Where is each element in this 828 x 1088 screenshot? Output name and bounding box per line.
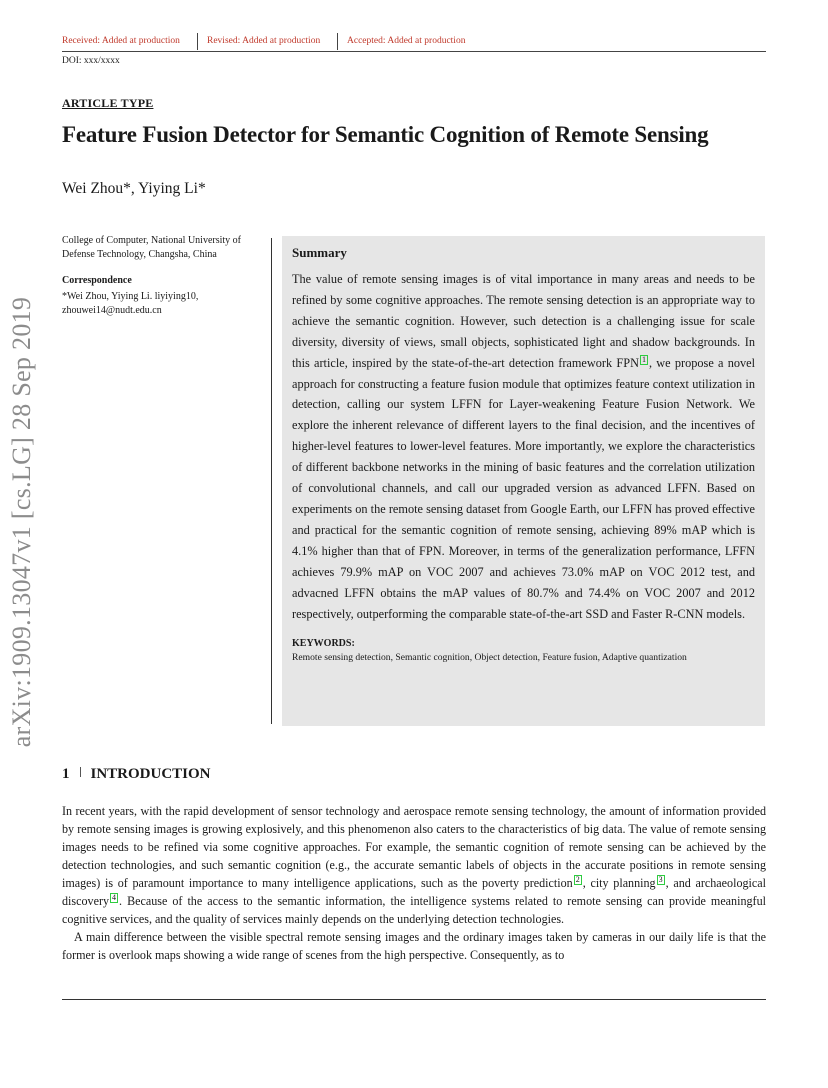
citation-link[interactable]: 1 <box>641 354 646 364</box>
header-bar <box>62 36 766 52</box>
article-type: ARTICLE TYPE <box>62 96 154 110</box>
paragraph <box>62 802 766 928</box>
arxiv-stamp-text: arXiv:1909.13047v1 [cs.LG] 28 Sep 2019 <box>7 296 36 748</box>
keywords-heading: KEYWORDS: <box>292 638 355 650</box>
paper-title: Feature Fusion Detector for Semantic Cognition of Remote Sensing <box>62 122 709 147</box>
paragraph-text: . Because of the access to the semantic information, the intelligence systems related to remote sensing can provide meaningful cognitive services, and the quality of services mainly depends on the underlying detection technologies. <box>62 894 766 927</box>
section-heading <box>62 766 211 783</box>
correspondence-text: *Wei Zhou, Yiying Li. liyiying10, zhouwei14@nudt.edu.cn <box>62 291 199 316</box>
summary-text-part: , we propose a novel approach for constructing a feature fusion module that optimizes feature context utilization in detection, calling our system LFFN for Layer-weakening Feature Fusion Network. We explore the inherent relevance of different layers to the final decision, and the incentives of higher-level features to lower-level features. More importantly, we explore the characteristics of different backbone networks in the mining of basic features and the correlation utilization of convolutional channels, and call our upgraded version as advanced LFFN. Based on experiments on the remote sensing dataset from Google Earth, our LFFN has proved effective and practical for the semantic cognition of remote sensing, achieving 89% mAP which is 4.1% higher than that of FPN. Moreover, in terms of the generalization performance, LFFN achieves 79.9% mAP on VOC 2007 and achieves 73.0% mAP on VOC 2012 test, and advacned LFFN obtains the mAP values of 80.7% and 74.4% on VOC 2007 and 2012 respectively, outperforming the comparable state-of-the-art SSD and Faster R-CNN models. <box>292 355 756 621</box>
section-title: INTRODUCTION <box>90 766 211 782</box>
received-date: Received: Added at production <box>62 36 180 46</box>
paragraph-text: A main difference between the visible spectral remote sensing images and the ordinary images taken by cameras in our daily life is that the former is overlook maps showing a wide range of scenes from the high perspective. Consequently, as to <box>62 930 766 963</box>
paragraph-text: , city planning <box>582 876 656 891</box>
header-divider <box>197 33 198 50</box>
doi: DOI: xxx/xxxx <box>62 56 120 66</box>
summary-heading: Summary <box>292 245 347 260</box>
citation-link[interactable]: 2 <box>575 875 580 885</box>
footer-rule <box>62 999 766 1000</box>
affiliation: College of Computer, National University of Defense Technology, Changsha, China <box>62 235 242 260</box>
summary-box <box>282 236 765 726</box>
paragraph-text: , and archaeological discovery <box>62 876 766 909</box>
citation-link[interactable]: 3 <box>658 875 663 885</box>
authors: Wei Zhou*, Yiying Li* <box>62 180 206 197</box>
keywords-text: Remote sensing detection, Semantic cognition, Object detection, Feature fusion, Adaptive quantization <box>292 652 687 664</box>
section-number: 1 <box>62 766 70 782</box>
citation-link[interactable]: 4 <box>112 893 117 903</box>
section-divider <box>80 767 81 777</box>
accepted-date: Accepted: Added at production <box>347 36 466 46</box>
summary-text-part: The value of remote sensing images is of vital importance in many areas and needs to be refined by some cognitive approaches. The remote sensing detection is an appropriate way to achieve the semantic cognition. However, such detection is a challenging issue for scale diversity, diversity of views, small objects, sophisticated light and shadow backgrounds. In this article, inspired by the state-of-the-art detection framework FPN <box>292 272 755 370</box>
column-divider <box>271 238 272 724</box>
header-divider <box>337 33 338 50</box>
correspondence-heading: Correspondence <box>62 275 132 286</box>
revised-date: Revised: Added at production <box>207 36 321 46</box>
paragraph <box>62 928 766 964</box>
body-text <box>62 802 766 964</box>
summary-text <box>292 269 755 624</box>
paragraph-text: In recent years, with the rapid development of sensor technology and aerospace remote sensing technology, the amount of information provided by remote sensing images is growing explosively, and this phenomenon also caters to the characteristics of big data. The value of remote sensing images needs to be refined via some cognitive approaches. For example, the semantic cognition of remote sensing can be achieved by the detection technologies, and such semantic cognition (e.g., the accurate semantic labels of objects in the accurate positions in remote sensing images) is of paramount importance to many intelligence applications, such as the poverty prediction <box>62 804 766 891</box>
